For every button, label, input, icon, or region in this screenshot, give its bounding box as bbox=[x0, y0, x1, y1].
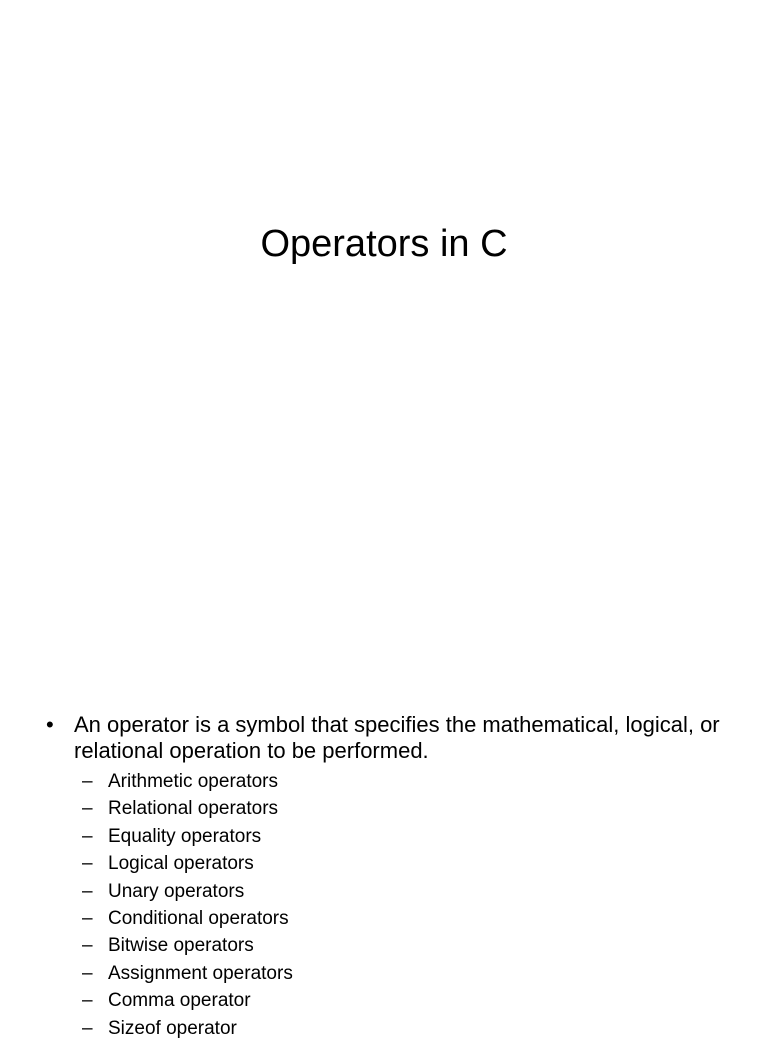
dash-marker: – bbox=[82, 935, 93, 957]
dash-marker: – bbox=[82, 990, 93, 1012]
operator-list-item bbox=[82, 960, 736, 987]
dash-marker: – bbox=[82, 908, 93, 930]
operator-label: Logical operators bbox=[108, 853, 254, 875]
operator-list-item bbox=[82, 1015, 736, 1042]
operator-label: Sizeof operator bbox=[108, 1017, 237, 1039]
operator-label: Assignment operators bbox=[108, 962, 293, 984]
operator-list-item bbox=[82, 768, 736, 795]
operator-list-item bbox=[82, 823, 736, 850]
slide-title: Operators in C bbox=[260, 223, 508, 265]
dash-marker: – bbox=[82, 771, 93, 792]
intro-bullet bbox=[46, 712, 736, 764]
operator-list-item bbox=[82, 987, 736, 1014]
operator-list-item bbox=[82, 850, 736, 877]
operator-label: Bitwise operators bbox=[108, 935, 254, 957]
operator-label: Conditional operators bbox=[108, 908, 289, 930]
operator-list-item bbox=[82, 932, 736, 959]
intro-text: An operator is a symbol that specifies the mathematical, logical, or relational operation to be performed. bbox=[74, 712, 720, 763]
operator-label: Unary operators bbox=[108, 880, 245, 902]
dash-marker: – bbox=[82, 825, 93, 847]
dash-marker: – bbox=[82, 1017, 93, 1039]
operator-label: Comma operator bbox=[108, 990, 251, 1012]
slide-content bbox=[46, 712, 736, 1042]
dash-marker: – bbox=[82, 962, 93, 984]
operator-list-item bbox=[82, 878, 736, 905]
operator-list-item bbox=[82, 795, 736, 822]
operator-list bbox=[46, 768, 736, 1042]
dash-marker: – bbox=[82, 853, 93, 875]
dash-marker: – bbox=[82, 798, 93, 820]
operator-label: Relational operators bbox=[108, 798, 279, 820]
dash-marker: – bbox=[82, 880, 93, 902]
operator-label: Arithmetic operators bbox=[108, 771, 279, 792]
operator-list-item bbox=[82, 905, 736, 932]
bullet-marker: • bbox=[46, 712, 54, 737]
operator-label: Equality operators bbox=[108, 825, 262, 847]
